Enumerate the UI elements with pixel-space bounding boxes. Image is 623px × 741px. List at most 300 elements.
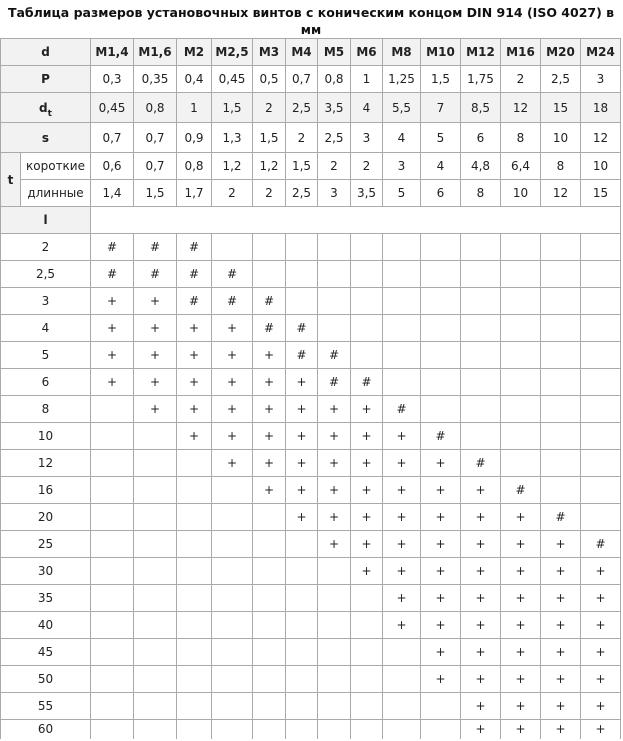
plus-mark-cell: + — [177, 342, 212, 369]
hash-mark-cell: # — [318, 369, 351, 396]
hash-mark-cell: # — [581, 531, 621, 558]
length-row — [1, 666, 621, 693]
socket-depth-short-value: 1,5 — [286, 153, 318, 180]
plus-mark-cell: + — [253, 369, 286, 396]
empty-cell — [383, 234, 421, 261]
plus-mark-cell: + — [134, 342, 177, 369]
size-header: M2 — [177, 39, 212, 66]
socket-width-value: 2 — [286, 123, 318, 153]
socket-depth-long-value: 8 — [461, 180, 501, 207]
length-row — [1, 612, 621, 639]
plus-mark-cell: + — [581, 666, 621, 693]
point-diameter-subscript: t — [47, 108, 52, 119]
empty-cell — [351, 261, 383, 288]
empty-cell — [177, 666, 212, 693]
socket-depth-short-value: 0,7 — [134, 153, 177, 180]
empty-cell — [351, 234, 383, 261]
plus-mark-cell: + — [383, 612, 421, 639]
empty-cell — [212, 693, 253, 720]
plus-mark-cell: + — [318, 531, 351, 558]
thread-pitch-value: 3 — [581, 66, 621, 93]
empty-cell — [501, 423, 541, 450]
empty-cell — [421, 234, 461, 261]
empty-cell — [286, 666, 318, 693]
empty-cell — [253, 666, 286, 693]
empty-cell — [351, 288, 383, 315]
empty-cell — [177, 693, 212, 720]
empty-cell — [421, 342, 461, 369]
thread-pitch-value: 1 — [351, 66, 383, 93]
empty-cell — [318, 639, 351, 666]
empty-cell — [383, 666, 421, 693]
plus-mark-cell: + — [581, 693, 621, 720]
thread-pitch-symbol: P — [41, 72, 50, 86]
empty-cell — [318, 720, 351, 739]
socket-width-value: 5 — [421, 123, 461, 153]
empty-cell — [91, 693, 134, 720]
plus-mark-cell: + — [461, 504, 501, 531]
empty-cell — [134, 423, 177, 450]
empty-cell — [134, 639, 177, 666]
empty-cell — [212, 639, 253, 666]
plus-mark-cell: + — [212, 315, 253, 342]
plus-mark-cell: + — [134, 315, 177, 342]
empty-cell — [134, 531, 177, 558]
socket-depth-long-value: 1,7 — [177, 180, 212, 207]
empty-cell — [318, 234, 351, 261]
plus-mark-cell: + — [351, 477, 383, 504]
empty-cell — [177, 585, 212, 612]
point-diameter-value: 2,5 — [286, 93, 318, 123]
empty-cell — [318, 585, 351, 612]
plus-mark-cell: + — [581, 612, 621, 639]
empty-cell — [383, 315, 421, 342]
length-value: 6 — [1, 369, 91, 396]
length-value: 40 — [1, 612, 91, 639]
empty-cell — [501, 396, 541, 423]
empty-cell — [351, 612, 383, 639]
socket-depth-long-row — [1, 180, 621, 207]
empty-cell — [541, 396, 581, 423]
plus-mark-cell: + — [461, 693, 501, 720]
plus-mark-cell: + — [383, 585, 421, 612]
empty-cell — [421, 315, 461, 342]
empty-cell — [212, 585, 253, 612]
plus-mark-cell: + — [541, 693, 581, 720]
socket-depth-label: t — [1, 153, 21, 207]
socket-width-value: 1,3 — [212, 123, 253, 153]
point-diameter-value: 2 — [253, 93, 286, 123]
empty-cell — [501, 369, 541, 396]
empty-cell — [91, 585, 134, 612]
empty-cell — [212, 531, 253, 558]
length-value: 20 — [1, 504, 91, 531]
empty-cell — [351, 666, 383, 693]
empty-cell — [501, 261, 541, 288]
size-header-row — [1, 39, 621, 66]
empty-cell — [177, 720, 212, 739]
socket-width-symbol: s — [41, 130, 50, 145]
plus-mark-cell: + — [421, 666, 461, 693]
socket-depth-short-value: 6,4 — [501, 153, 541, 180]
length-value: 4 — [1, 315, 91, 342]
length-value: 2 — [1, 234, 91, 261]
socket-depth-long-value: 2 — [212, 180, 253, 207]
empty-cell — [318, 612, 351, 639]
size-header: M2,5 — [212, 39, 253, 66]
empty-cell — [177, 450, 212, 477]
empty-cell — [501, 450, 541, 477]
empty-cell — [286, 234, 318, 261]
empty-cell — [91, 558, 134, 585]
plus-mark-cell: + — [212, 342, 253, 369]
empty-cell — [383, 693, 421, 720]
empty-cell — [134, 693, 177, 720]
socket-depth-short-value: 1,2 — [253, 153, 286, 180]
thread-pitch-value: 0,8 — [318, 66, 351, 93]
empty-cell — [461, 234, 501, 261]
empty-cell — [318, 558, 351, 585]
length-value: 30 — [1, 558, 91, 585]
plus-mark-cell: + — [383, 531, 421, 558]
empty-cell — [541, 369, 581, 396]
socket-depth-long-value: 3,5 — [351, 180, 383, 207]
plus-mark-cell: + — [421, 639, 461, 666]
socket-depth-long-value: 15 — [581, 180, 621, 207]
plus-mark-cell: + — [421, 612, 461, 639]
empty-cell — [253, 585, 286, 612]
empty-cell — [541, 477, 581, 504]
empty-cell — [383, 342, 421, 369]
empty-cell — [286, 720, 318, 739]
empty-cell — [91, 396, 134, 423]
empty-cell — [421, 369, 461, 396]
empty-cell — [461, 423, 501, 450]
plus-mark-cell: + — [351, 423, 383, 450]
plus-mark-cell: + — [212, 423, 253, 450]
length-value: 3 — [1, 288, 91, 315]
socket-depth-long-value: 6 — [421, 180, 461, 207]
empty-cell — [421, 396, 461, 423]
plus-mark-cell: + — [501, 558, 541, 585]
hash-mark-cell: # — [286, 342, 318, 369]
empty-cell — [501, 234, 541, 261]
plus-mark-cell: + — [318, 423, 351, 450]
length-row — [1, 504, 621, 531]
plus-mark-cell: + — [253, 396, 286, 423]
plus-mark-cell: + — [421, 558, 461, 585]
empty-cell — [581, 288, 621, 315]
plus-mark-cell: + — [461, 612, 501, 639]
size-header: M16 — [501, 39, 541, 66]
size-header: M8 — [383, 39, 421, 66]
point-diameter-label — [1, 93, 91, 123]
plus-mark-cell: + — [253, 423, 286, 450]
socket-depth-long-value: 2 — [253, 180, 286, 207]
length-row — [1, 477, 621, 504]
plus-mark-cell: + — [461, 639, 501, 666]
table-body — [1, 39, 621, 739]
point-diameter-value: 7 — [421, 93, 461, 123]
length-row — [1, 558, 621, 585]
empty-cell — [318, 261, 351, 288]
socket-width-value: 12 — [581, 123, 621, 153]
plus-mark-cell: + — [421, 477, 461, 504]
thread-pitch-value: 2 — [501, 66, 541, 93]
length-row — [1, 234, 621, 261]
point-diameter-value: 1 — [177, 93, 212, 123]
empty-cell — [212, 477, 253, 504]
plus-mark-cell: + — [461, 477, 501, 504]
empty-cell — [541, 342, 581, 369]
length-row — [1, 261, 621, 288]
point-diameter-symbol: d — [39, 100, 48, 115]
empty-cell — [581, 423, 621, 450]
plus-mark-cell: + — [581, 585, 621, 612]
empty-cell — [253, 504, 286, 531]
length-value: 50 — [1, 666, 91, 693]
socket-depth-long-value: 10 — [501, 180, 541, 207]
empty-cell — [383, 261, 421, 288]
empty-cell — [541, 450, 581, 477]
length-value: 16 — [1, 477, 91, 504]
socket-depth-long-value: 2,5 — [286, 180, 318, 207]
plus-mark-cell: + — [318, 504, 351, 531]
plus-mark-cell: + — [581, 558, 621, 585]
length-row — [1, 396, 621, 423]
socket-depth-short-row — [1, 153, 621, 180]
plus-mark-cell: + — [501, 585, 541, 612]
plus-mark-cell: + — [541, 558, 581, 585]
length-value: 35 — [1, 585, 91, 612]
empty-cell — [421, 693, 461, 720]
empty-cell — [461, 369, 501, 396]
plus-mark-cell: + — [286, 396, 318, 423]
empty-cell — [253, 531, 286, 558]
hash-mark-cell: # — [212, 288, 253, 315]
hash-mark-cell: # — [91, 261, 134, 288]
thread-pitch-value: 0,3 — [91, 66, 134, 93]
empty-cell — [581, 504, 621, 531]
length-row — [1, 720, 621, 739]
plus-mark-cell: + — [421, 504, 461, 531]
hash-mark-cell: # — [134, 234, 177, 261]
empty-cell — [253, 720, 286, 739]
empty-cell — [351, 639, 383, 666]
empty-cell — [383, 369, 421, 396]
plus-mark-cell: + — [501, 693, 541, 720]
size-header: M1,4 — [91, 39, 134, 66]
length-header-spacer — [91, 207, 621, 234]
socket-width-value: 0,9 — [177, 123, 212, 153]
empty-cell — [253, 693, 286, 720]
plus-mark-cell: + — [253, 342, 286, 369]
empty-cell — [351, 315, 383, 342]
plus-mark-cell: + — [253, 450, 286, 477]
thread-pitch-value: 1,5 — [421, 66, 461, 93]
hash-mark-cell: # — [177, 288, 212, 315]
point-diameter-value: 4 — [351, 93, 383, 123]
hash-mark-cell: # — [286, 315, 318, 342]
empty-cell — [581, 342, 621, 369]
length-row — [1, 531, 621, 558]
hash-mark-cell: # — [177, 261, 212, 288]
thread-pitch-label — [1, 66, 91, 93]
plus-mark-cell: + — [501, 612, 541, 639]
empty-cell — [134, 477, 177, 504]
empty-cell — [461, 261, 501, 288]
thread-pitch-value: 1,25 — [383, 66, 421, 93]
plus-mark-cell: + — [318, 477, 351, 504]
empty-cell — [383, 720, 421, 739]
socket-width-value: 6 — [461, 123, 501, 153]
empty-cell — [91, 612, 134, 639]
plus-mark-cell: + — [351, 531, 383, 558]
socket-depth-long-value: 1,5 — [134, 180, 177, 207]
hash-mark-cell: # — [91, 234, 134, 261]
hash-mark-cell: # — [501, 477, 541, 504]
plus-mark-cell: + — [501, 531, 541, 558]
empty-cell — [318, 693, 351, 720]
plus-mark-cell: + — [501, 720, 541, 739]
point-diameter-value: 15 — [541, 93, 581, 123]
socket-depth-short-value: 10 — [581, 153, 621, 180]
plus-mark-cell: + — [351, 558, 383, 585]
point-diameter-value: 18 — [581, 93, 621, 123]
empty-cell — [177, 612, 212, 639]
point-diameter-value: 8,5 — [461, 93, 501, 123]
empty-cell — [212, 504, 253, 531]
empty-cell — [501, 315, 541, 342]
hash-mark-cell: # — [177, 234, 212, 261]
socket-depth-short-value: 4 — [421, 153, 461, 180]
length-row — [1, 369, 621, 396]
plus-mark-cell: + — [501, 639, 541, 666]
length-value: 25 — [1, 531, 91, 558]
hash-mark-cell: # — [421, 423, 461, 450]
empty-cell — [212, 720, 253, 739]
length-row — [1, 450, 621, 477]
empty-cell — [501, 288, 541, 315]
plus-mark-cell: + — [134, 288, 177, 315]
plus-mark-cell: + — [91, 342, 134, 369]
empty-cell — [286, 288, 318, 315]
empty-cell — [318, 666, 351, 693]
empty-cell — [286, 693, 318, 720]
length-value: 45 — [1, 639, 91, 666]
plus-mark-cell: + — [383, 477, 421, 504]
thread-pitch-value: 1,75 — [461, 66, 501, 93]
empty-cell — [134, 585, 177, 612]
socket-width-value: 2,5 — [318, 123, 351, 153]
socket-depth-short-value: 1,2 — [212, 153, 253, 180]
empty-cell — [581, 315, 621, 342]
thread-pitch-value: 0,7 — [286, 66, 318, 93]
empty-cell — [91, 477, 134, 504]
empty-cell — [383, 288, 421, 315]
empty-cell — [286, 585, 318, 612]
plus-mark-cell: + — [421, 450, 461, 477]
point-diameter-value: 5,5 — [383, 93, 421, 123]
empty-cell — [253, 261, 286, 288]
empty-cell — [91, 450, 134, 477]
plus-mark-cell: + — [351, 396, 383, 423]
size-header: M12 — [461, 39, 501, 66]
empty-cell — [286, 531, 318, 558]
empty-cell — [177, 504, 212, 531]
length-value: 10 — [1, 423, 91, 450]
plus-mark-cell: + — [461, 585, 501, 612]
length-row — [1, 288, 621, 315]
size-header: M10 — [421, 39, 461, 66]
empty-cell — [212, 558, 253, 585]
thread-pitch-value: 2,5 — [541, 66, 581, 93]
set-screw-size-table — [0, 38, 621, 739]
plus-mark-cell: + — [541, 531, 581, 558]
plus-mark-cell: + — [91, 369, 134, 396]
length-header-row — [1, 207, 621, 234]
hash-mark-cell: # — [134, 261, 177, 288]
socket-depth-short-value: 0,8 — [177, 153, 212, 180]
empty-cell — [91, 531, 134, 558]
socket-width-value: 3 — [351, 123, 383, 153]
length-value: 8 — [1, 396, 91, 423]
size-header: M3 — [253, 39, 286, 66]
empty-cell — [581, 261, 621, 288]
empty-cell — [318, 288, 351, 315]
plus-mark-cell: + — [461, 558, 501, 585]
length-value: 5 — [1, 342, 91, 369]
plus-mark-cell: + — [212, 396, 253, 423]
size-header: M4 — [286, 39, 318, 66]
empty-cell — [91, 666, 134, 693]
socket-depth-long-label: длинные — [21, 180, 91, 207]
socket-depth-short-label: короткие — [21, 153, 91, 180]
length-row — [1, 585, 621, 612]
empty-cell — [461, 288, 501, 315]
empty-cell — [134, 720, 177, 739]
socket-width-value: 0,7 — [134, 123, 177, 153]
empty-cell — [212, 666, 253, 693]
plus-mark-cell: + — [286, 504, 318, 531]
plus-mark-cell: + — [177, 423, 212, 450]
length-row — [1, 342, 621, 369]
socket-width-value: 8 — [501, 123, 541, 153]
plus-mark-cell: + — [541, 639, 581, 666]
plus-mark-cell: + — [461, 666, 501, 693]
empty-cell — [253, 558, 286, 585]
plus-mark-cell: + — [91, 315, 134, 342]
size-header: M1,6 — [134, 39, 177, 66]
plus-mark-cell: + — [253, 477, 286, 504]
plus-mark-cell: + — [134, 396, 177, 423]
plus-mark-cell: + — [461, 720, 501, 739]
empty-cell — [286, 612, 318, 639]
empty-cell — [421, 720, 461, 739]
socket-depth-short-value: 2 — [351, 153, 383, 180]
empty-cell — [253, 234, 286, 261]
empty-cell — [461, 315, 501, 342]
hash-mark-cell: # — [318, 342, 351, 369]
point-diameter-value: 0,8 — [134, 93, 177, 123]
hash-mark-cell: # — [541, 504, 581, 531]
socket-depth-long-value: 12 — [541, 180, 581, 207]
socket-width-value: 1,5 — [253, 123, 286, 153]
empty-cell — [134, 612, 177, 639]
empty-cell — [134, 666, 177, 693]
empty-cell — [91, 504, 134, 531]
plus-mark-cell: + — [177, 396, 212, 423]
